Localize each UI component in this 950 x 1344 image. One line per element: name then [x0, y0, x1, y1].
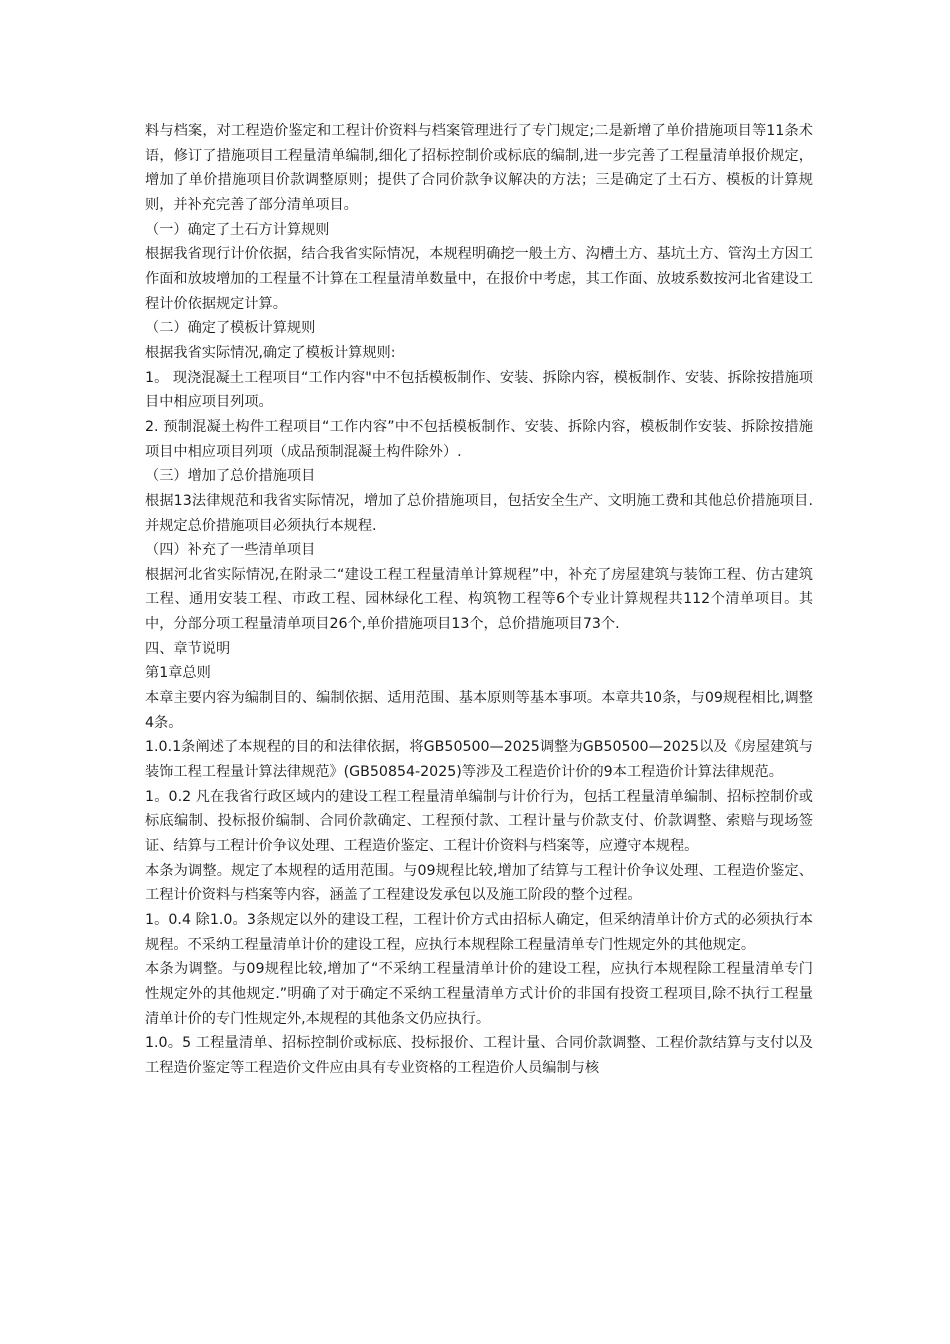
paragraph: 根据河北省实际情况,在附录二“建设工程工程量清单计算规程”中，补充了房屋建筑与装饰工程、仿古建筑工程、通用安装工程、市政工程、园林绿化工程、构筑物工程等6个专业计算规程共112个清单项目。其中，分部分项工程量清单项目26个,单价措施项目13个，总价措施项目73个.	[145, 566, 813, 633]
document-page	[145, 119, 813, 1081]
paragraph: 根据我省实际情况,确定了模板计算规则:	[145, 344, 396, 361]
section-heading: （二）确定了模板计算规则	[145, 320, 316, 337]
section-heading: 四、章节说明	[145, 640, 231, 657]
paragraph: 1.0.1条阐述了本规程的目的和法律依据，将GB50500—2025调整为GB50500—2025以及《房屋建筑与装饰工程工程量计算法律规范》(GB50854-2025)等涉及工程造价计价的9本工程造价计算法律规范。	[145, 739, 813, 781]
list-item: 1。 现浇混凝土工程项目“工作内容"中不包括模板制作、安装、拆除内容，模板制作、安装、拆除按措施项目中相应项目列项。	[145, 369, 813, 411]
paragraph: 本章主要内容为编制目的、编制依据、适用范围、基本原则等基本事项。本章共10条，与09规程相比,调整4条。	[145, 690, 813, 731]
paragraph: 1.0。5 工程量清单、招标控制价或标底、投标报价、工程计量、合同价款调整、工程价款结算与支付以及工程造价鉴定等工程造价文件应由具有专业资格的工程造价人员编制与核	[145, 1035, 813, 1076]
paragraph: 根据我省现行计价依据，结合我省实际情况，本规程明确挖一般土方、沟槽土方、基坑土方、管沟土方因工作面和放坡增加的工程量不计算在工程量清单数量中，在报价中考虑，其工作面、放坡系数按河北省建设工程计价依据规定计算。	[145, 246, 813, 312]
paragraph: 1。0.2 凡在我省行政区域内的建设工程工程量清单编制与计价行为，包括工程量清单编制、招标控制价或标底编制、投标报价编制、合同价款确定、工程预付款、工程计量与价款支付、价款调整、索赔与现场签证、结算与工程计价争议处理、工程造价鉴定、工程计价资料与档案等，应遵守本规程。	[145, 788, 813, 855]
paragraph: 本条为调整。规定了本规程的适用范围。与09规程比较,增加了结算与工程计价争议处理、工程造价鉴定、工程计价资料与档案等内容，涵盖了工程建设发承包以及施工阶段的整个过程。	[145, 862, 813, 904]
paragraph: 1。0.4 除1.0。3条规定以外的建设工程，工程计价方式由招标人确定，但采纳清单计价方式的必须执行本规程。不采纳工程量清单计价的建设工程，应执行本规程除工程量清单专门性规定外的其他规定。	[145, 912, 813, 953]
chapter-heading: 第1章总则	[145, 665, 211, 682]
paragraph: 料与档案，对工程造价鉴定和工程计价资料与档案管理进行了专门规定;二是新增了单价措施项目等11条术语，修订了措施项目工程量清单编制,细化了招标控制价或标底的编制,进一步完善了工程量清单报价规定，增加了单价措施项目价款调整原则；提供了合同价款争议解决的方法；三是确定了土石方、模板的计算规则，并补充完善了部分清单项目。	[145, 123, 813, 213]
paragraph: 本条为调整。与09规程比较,增加了“不采纳工程量清单计价的建设工程，应执行本规程除工程量清单专门性规定外的其他规定.”明确了对于确定不采纳工程量清单方式计价的非国有投资工程项目,除不执行工程量清单计价的专门性规定外,本规程的其他条文仍应执行。	[145, 961, 813, 1027]
paragraph: 根据13法律规范和我省实际情况，增加了总价措施项目，包括安全生产、文明施工费和其他总价措施项目.并规定总价措施项目必须执行本规程.	[145, 492, 813, 534]
section-heading: （一）确定了土石方计算规则	[145, 221, 330, 238]
section-heading: （三）增加了总价措施项目	[145, 468, 316, 485]
list-item: 2. 预制混凝土构件工程项目“工作内容”中不包括模板制作、安装、拆除内容，模板制作安装、拆除按措施项目中相应项目列项（成品预制混凝土构件除外）.	[145, 418, 813, 460]
section-heading: （四）补充了一些清单项目	[145, 542, 316, 559]
